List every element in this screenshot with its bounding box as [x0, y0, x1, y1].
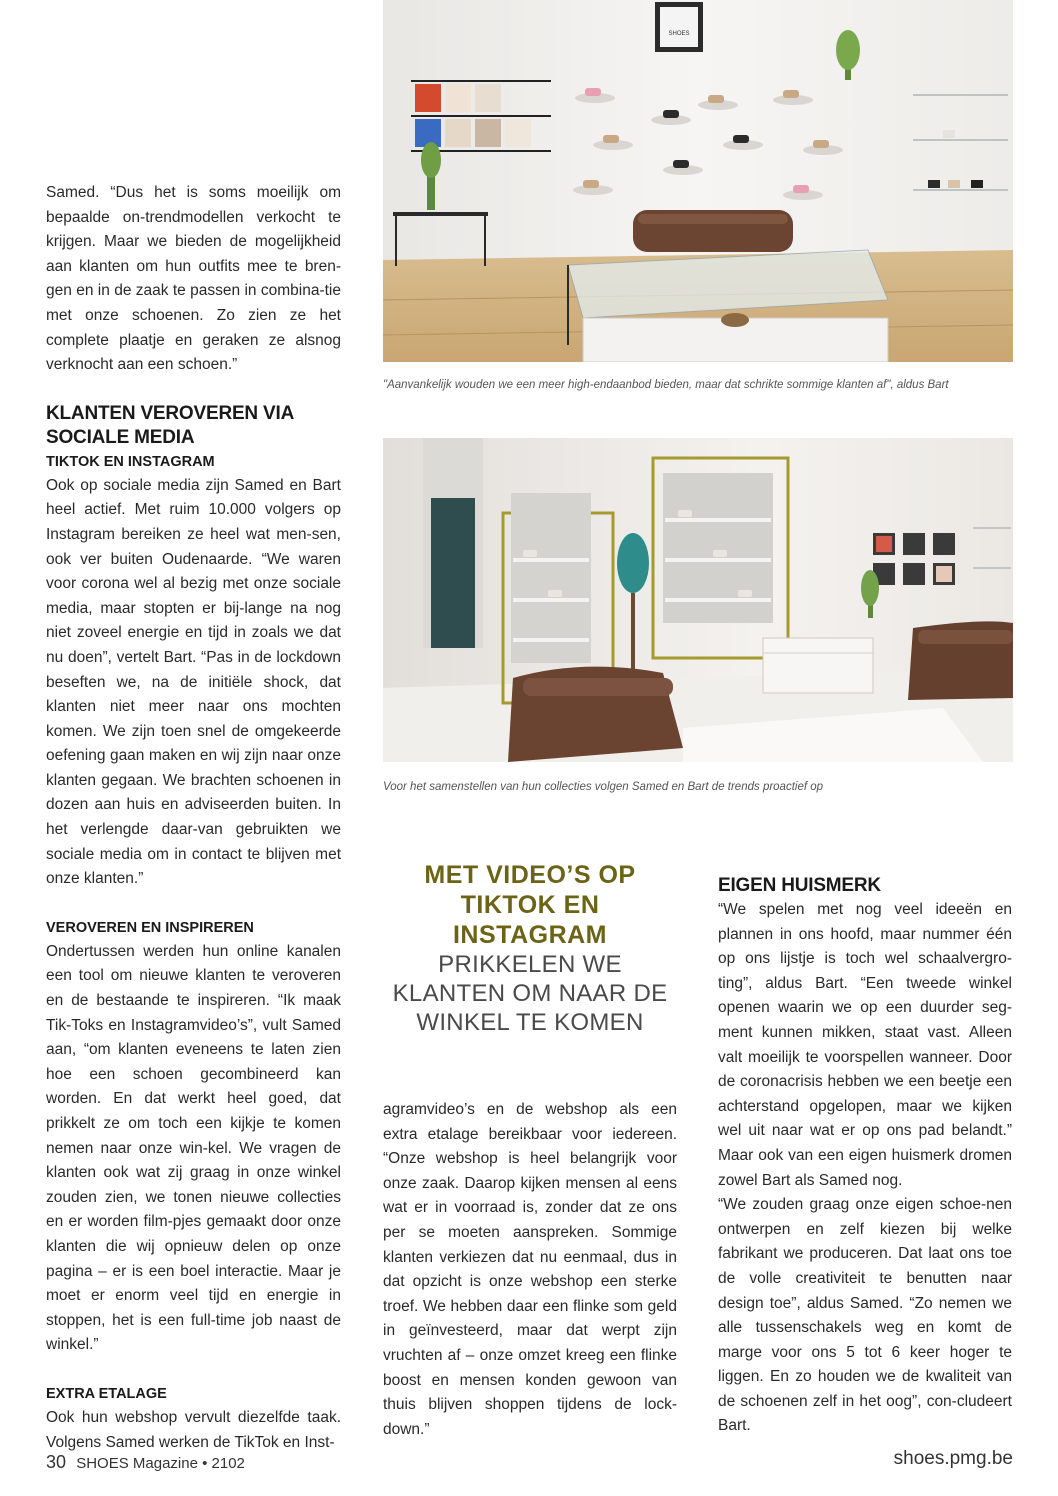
shop-interior-photo-1	[383, 0, 1013, 362]
pull-quote-text: PRIKKELEN WE KLANTEN OM NAAR DE WINKEL TE KOMEN	[392, 951, 668, 1036]
huismerk-paragraph-1: “We spelen met nog veel ideeën en plannen in ons hoofd, maar nummer één op ons lijstje is toch wel schaalvergro-ting”, aldus Bart. “Een tweede winkel openen waarin we op een duurder seg-ment kunnen mikken, staat vast. Alleen valt moeilijk te voorspellen wanneer. Door de coronacrisis hebben we een beetje een achterstand opgelopen, maar we kijken wel uit naar wat er op ons pad belandt.” Maar ook van een eigen huismerk dromen zowel Bart als Samed nog.	[718, 901, 1012, 1189]
pull-quote-highlight: MET VIDEO’S OP TIKTOK EN INSTAGRAM	[424, 861, 636, 949]
subheading-extra-etalage: EXTRA ETALAGE	[46, 1385, 167, 1402]
veroveren-paragraph: Ondertussen werden hun online kanalen een tool om nieuwe klanten te veroveren en de bestaande te inspireren. “Ik maak Tik-Toks en Instagramvideo’s”, vult Samed aan, “om klanten eveneens te laten zien hoe een schoen gecombineerd kan worden. En dat werkt heel goed, dat prikkelt ze om toch een kijkje te komen nemen naar onze win-kel. We vragen de klanten ook wat zij graag in onze winkel zouden zien, we tonen nieuwe collecties en er worden film-pjes gemaakt door onze klanten die wij opnieuw delen op onze pagina – er is een boel interactie. Maar je moet er enorm veel tijd en energie in stoppen, het is een full-time job naast de winkel.”	[46, 942, 341, 1354]
intro-paragraph: Samed. “Dus het is soms moeilijk om bepaalde on-trendmodellen verkocht te krijgen. Maar we bieden de mogelijkheid aan klanten om hun outfits mee te bren-gen en in de zaak te passen in combina-tie met onze schoenen. Zo zien ze het complete plaatje en geraken ze alsnog verknocht aan een schoen.”	[46, 184, 341, 374]
pull-quote	[380, 860, 680, 1037]
photo-1-caption: "Aanvankelijk wouden we een meer high-endaanbod bieden, maar dat schrikte sommige klanten af", aldus Bart	[383, 379, 949, 391]
shop-interior-photo-2	[383, 438, 1013, 762]
social-media-paragraph: Ook op sociale media zijn Samed en Bart heel actief. Met ruim 10.000 volgers op Instagram bereiken ze heel wat men-sen, ook ver buiten Oudenaarde. “We waren voor corona wel al bezig met onze sociale media, maar stopten er bij-lange na nog niet zoveel energie en tijd in zoals we dat nu doen”, vertelt Bart. “Pas in de lockdown beseften we, na de initiële shock, dat klanten niet meer naar ons mochten komen. We zijn toen snel de omgekeerde oefening gaan maken en wij zijn naar onze klanten gegaan. We brachten schoenen in dozen aan huis en adviseerden buiten. In het verlengde daar-van gebruikten we sociale media om in contact te blijven met onze klanten.”	[46, 476, 341, 888]
article-column-3	[718, 874, 1012, 1439]
section-heading-eigen-huismerk: EIGEN HUISMERK	[718, 875, 881, 896]
shop-wall-illustration	[383, 0, 1013, 362]
sign-text: SHOES	[668, 31, 690, 37]
webshop-paragraph: agramvideo’s en de webshop als een extra etalage bereikbaar voor iedereen. “Onze webshop is heel belangrijk voor onze zaak. Daarop kijken mensen al eens wat er in voorraad is, zonder dat ze ons per se moeten aanspreken. Sommige klanten verkiezen dat nu eenmaal, dus in dat opzicht is onze webshop een sterke troef. We hebben daar een flinke som geld in geïnvesteerd, maar dat werpt zijn vruchten af – onze omzet kreeg een flinke boost en mensen konden gewoon van thuis blijven shoppen tijdens de lock-down.”	[383, 1101, 677, 1438]
shop-room-illustration	[383, 438, 1013, 762]
page-number: 30	[46, 1452, 67, 1472]
huismerk-paragraph-2: “We zouden graag onze eigen schoe-nen ontwerpen en zelf kiezen bij welke fabrikant we produceren. Dat laat ons toe de volle creativiteit te benutten naar design toe”, aldus Samed. “Zo nemen we alle tussenschakels weg en komt de marge voor ons 5 tot 6 keer hoger te liggen. En zo houden we de kwaliteit van de schoenen zelf in het oog”, con-cludeert Bart.	[718, 1196, 1012, 1435]
photo-2-caption: Voor het samenstellen van hun collecties volgen Samed en Bart de trends proactief op	[383, 781, 824, 793]
website-url: shoes.pmg.be	[893, 1448, 1013, 1469]
subheading-tiktok-instagram: TIKTOK EN INSTAGRAM	[46, 453, 215, 470]
extra-etalage-paragraph: Ook hun webshop vervult diezelfde taak. Volgens Samed werken de TikTok en Inst-	[46, 1408, 341, 1451]
publication-name: SHOES Magazine • 2102	[76, 1455, 245, 1472]
subheading-veroveren-inspireren: VEROVEREN EN INSPIREREN	[46, 919, 254, 936]
page-footer-left	[46, 1452, 245, 1473]
article-column-2	[383, 1098, 677, 1442]
article-column-1	[46, 181, 341, 1455]
section-heading-social-media: KLANTEN VEROVEREN VIA SOCIALE MEDIA	[46, 402, 294, 448]
